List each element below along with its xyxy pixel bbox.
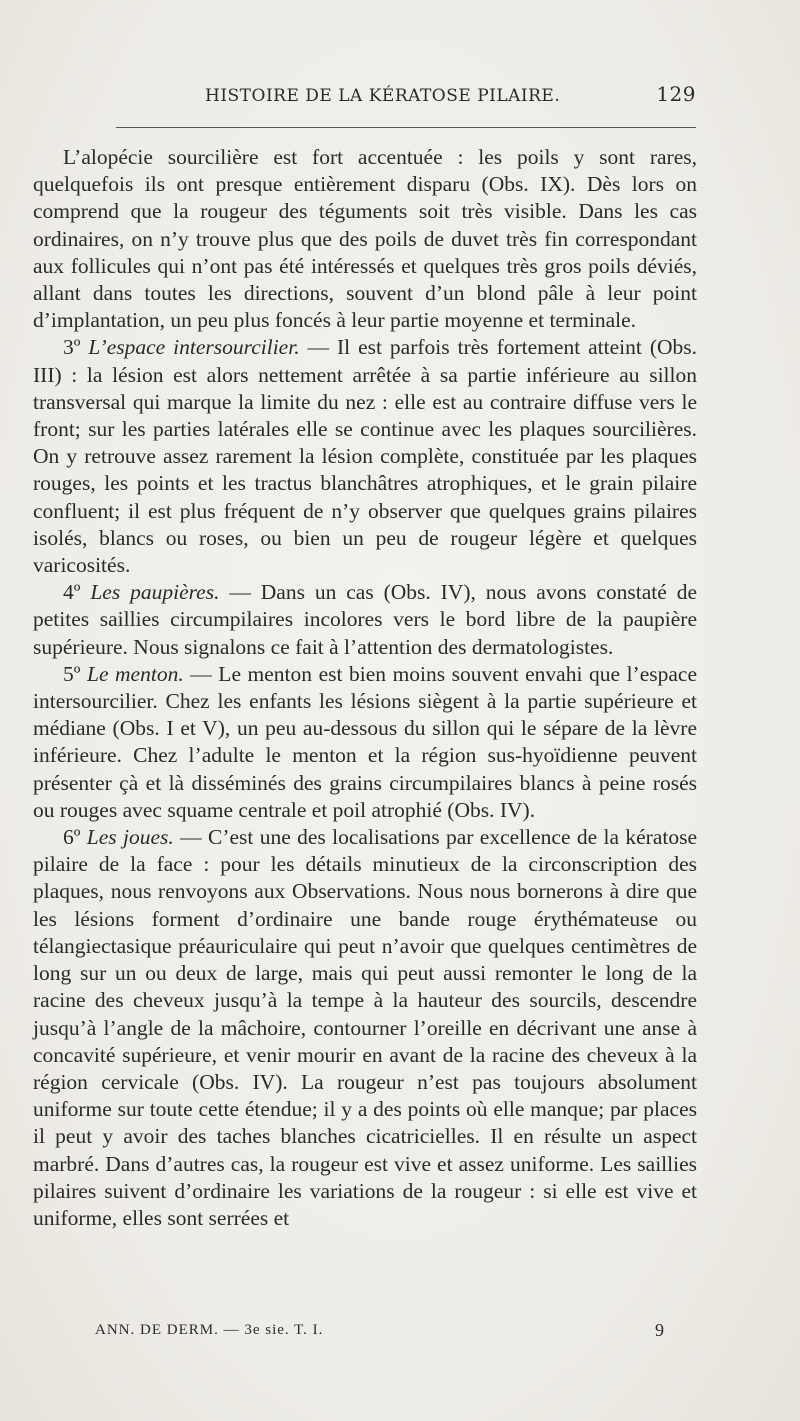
section-heading: Le menton.: [86, 661, 184, 686]
section-number: 3º: [63, 335, 81, 360]
signature-line: ANN. DE DERM. — 3e sie. T. I.: [95, 1322, 324, 1338]
section-heading: L’espace intersourcilier.: [88, 335, 300, 360]
section-number: 6º: [63, 825, 81, 850]
section-number: 4º: [63, 580, 81, 605]
section-heading: Les joues.: [86, 825, 174, 850]
section-number: 5º: [63, 661, 81, 686]
paragraph-joues: [33, 824, 697, 1232]
section-heading: Les paupières.: [90, 580, 220, 605]
paragraph-paupieres: [33, 579, 697, 661]
page-number: 129: [656, 82, 696, 106]
header-rule: [116, 127, 696, 128]
paragraph-text: — Dans un cas (Obs. IV), nous avons constaté de petites saillies circumpilaires incolores vers le bord libre de la paupière supérieure. Nous signalons ce fait à l’attention des dermatologistes.: [33, 580, 697, 659]
paragraph-text: L’alopécie sourcilière est fort accentuée : les poils y sont rares, quelquefois ils ont presque entièrement disparu (Obs. IX). Dès lors on comprend que la rougeur des téguments soit très visible. Dans les cas ordinaires, on n’y trouve plus que des poils de duvet très fin correspondant aux follicules qui n’ont pas été intéressés et quelques très gros poils déviés, allant dans toutes les directions, souvent d’un blond pâle à leur point d’implantation, un peu plus foncés à leur partie moyenne et terminale.: [33, 145, 697, 333]
paragraph-espace-intersourcilier: [33, 334, 697, 579]
signature-mark: 9: [655, 1320, 665, 1340]
paragraph-text: — C’est une des localisations par excellence de la kératose pilaire de la face : pour les détails minutieux de la circonscription des plaques, nous renvoyons aux Observations. Nous nous bornerons à dire que les lésions forment d’ordinaire une bande rouge érythémateuse ou télangiectasique préauriculaire qui peut n’avoir que quelques centimètres de long sur un ou deux de large, mais qui peut aussi remonter le long de la racine des cheveux jusqu’à la tempe à la hauteur des sourcils, descendre jusqu’à l’angle de la mâchoire, contourner l’oreille en décrivant une anse à concavité supérieure, et venir mourir en avant de la racine des cheveux à la région cervicale (Obs. IV). La rougeur n’est pas toujours absolument uniforme sur toute cette étendue; il y a des points où elle manque; par places il peut y avoir des taches blanches cicatricielles. Il en résulte un aspect marbré. Dans d’autres cas, la rougeur est vive et assez uniforme. Les saillies pilaires suivent d’ordinaire les variations de la rougeur : si elle est vive et uniforme, elles sont serrées et: [33, 825, 697, 1230]
paragraph-text: — Le menton est bien moins souvent envahi que l’espace intersourcilier. Chez les enfants les lésions siègent à la partie supérieure et médiane (Obs. I et V), un peu au-dessous du sillon qui le sépare de la lèvre inférieure. Chez l’adulte le menton et la région sus-hyoïdienne peuvent présenter çà et là disséminés des grains circumpilaires blancs à peine rosés ou rouges avec squame centrale et poil atrophié (Obs. IV).: [33, 661, 697, 822]
paragraph-alopecie: [33, 144, 697, 334]
body-text: [33, 144, 697, 1232]
paragraph-menton: [33, 661, 697, 824]
paragraph-text: — Il est parfois très fortement atteint (Obs. III) : la lésion est alors nettement arrêtée à sa partie inférieure au sillon transversal qui marque la limite du nez : elle est au contraire diffuse vers le front; sur les parties latérales elle se continue avec les plaques sourcilières. On y retrouve assez rarement la lésion complète, constituée par les plaques rouges, les points et les tractus blanchâtres atrophiques, et le grain pilaire confluent; il est plus fréquent de n’y observer que quelques grains pilaires isolés, blancs ou roses, ou bien un peu de rougeur légère et quelques varicosités.: [33, 335, 697, 578]
running-title: HISTOIRE DE LA KÉRATOSE PILAIRE.: [205, 86, 561, 106]
page-footer: [95, 1322, 665, 1350]
page-header: [110, 82, 700, 114]
